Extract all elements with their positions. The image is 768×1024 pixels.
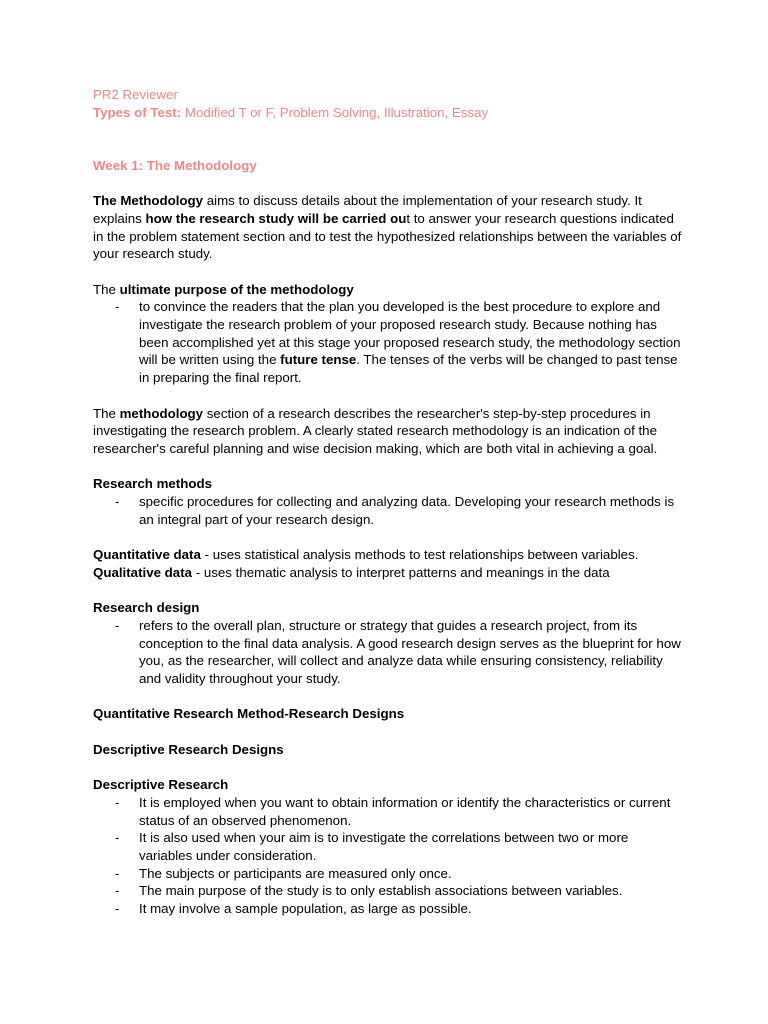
research-methods-heading-text: Research methods [93,476,212,492]
list-item [93,865,683,883]
quantitative-data-label: Quantitative data [93,547,201,563]
list-item [93,493,683,528]
dash-bullet: - [115,883,120,899]
test-types-line [93,104,683,122]
descriptive-item-text: It is employed when you want to obtain information or identify the characteristics or current status of an observed phenomenon. [139,794,671,828]
doc-title: PR2 Reviewer [93,87,178,102]
purpose-item-text-1: to convince the readers that the plan you developed is the best procedure to explore and investigate the research problem of your proposed research study. Because nothing has been accomplished yet at this stage your proposed research study, the methodology section will be written using the [139,299,681,368]
methodology-paragraph [93,405,683,458]
list-item [93,298,683,387]
list-item [93,829,683,864]
methodology-bold: methodology [119,405,204,421]
descriptive-research-heading [93,776,683,794]
list-item [93,882,683,900]
research-methods-item-text: specific procedures for collecting and analyzing data. Developing your research methods is an integral part of your research design. [139,494,675,527]
descriptive-designs-heading-text: Descriptive Research Designs [93,741,284,757]
qualitative-data-line [93,564,683,582]
descriptive-designs-heading [93,741,683,759]
descriptive-item-text: The subjects or participants are measured only once. [139,865,452,881]
dash-bullet: - [115,299,120,315]
research-design-item-text: refers to the overall plan, structure or strategy that guides a research project, from its conception to the final data analysis. A good research design serves as the blueprint for how you, as the researcher, will collect and analyze data while ensuring consistency, reliability and validity throughout your study. [139,617,681,687]
methodology-rest: section of a research describes the researcher's step-by-step procedures in investigating the research problem. A clearly stated research methodology is an indication of the researcher's careful planning and wise decision making, which are both vital in achieving a goal. [93,405,658,456]
quantitative-data-line [93,546,683,564]
dash-bullet: - [115,901,120,917]
test-types-label: Types of Test: [93,104,182,120]
intro-bold-2: how the research study will be carried ou [145,210,407,226]
descriptive-item-text: It is also used when your aim is to investigate the correlations between two or more variables under consideration. [139,830,629,864]
descriptive-item-text: The main purpose of the study is to only establish associations between variables. [139,883,623,899]
list-item [93,900,683,918]
document-body [93,86,683,918]
purpose-item-text-2: . The tenses of the verbs will be changed to past tense in preparing the final report. [139,352,678,386]
test-types-value: Modified T or F, Problem Solving, Illustration, Essay [184,104,489,120]
quantitative-data-text: - uses statistical analysis methods to test relationships between variables. [200,547,639,563]
descriptive-item-text: It may involve a sample population, as large as possible. [139,901,472,917]
intro-paragraph [93,192,683,263]
quant-designs-heading [93,705,683,723]
methodology-pre: The [93,405,120,421]
qualitative-data-label: Qualitative data [93,564,193,580]
research-design-heading [93,599,683,617]
intro-text-1: aims to discuss details about the implementation of your research study. It explains [93,193,642,226]
purpose-list [93,298,683,387]
week-heading: Week 1: The Methodology [93,157,257,173]
dash-bullet: - [115,494,120,510]
purpose-heading [93,281,683,299]
dash-bullet: - [115,617,120,633]
research-design-heading-text: Research design [93,600,200,616]
purpose-pre: The [93,281,120,297]
research-methods-heading [93,475,683,493]
research-methods-list [93,493,683,528]
dash-bullet: - [115,865,120,881]
list-item [93,617,683,688]
dash-bullet: - [115,830,120,846]
purpose-item-bold: future tense [280,352,357,368]
list-item [93,794,683,829]
qualitative-data-text: - uses thematic analysis to interpret patterns and meanings in the data [192,564,610,580]
quant-designs-heading-text: Quantitative Research Method-Research Designs [93,706,405,722]
research-design-list [93,617,683,688]
dash-bullet: - [115,794,120,810]
intro-bold-1: The Methodology [93,193,204,209]
descriptive-research-list [93,794,683,918]
descriptive-research-heading-text: Descriptive Research [93,777,229,793]
purpose-bold: ultimate purpose of the methodology [119,281,354,297]
intro-text-2: t to answer your research questions indicated in the problem statement section and to test the hypothesized relationships between the variables of your research study. [93,210,682,262]
